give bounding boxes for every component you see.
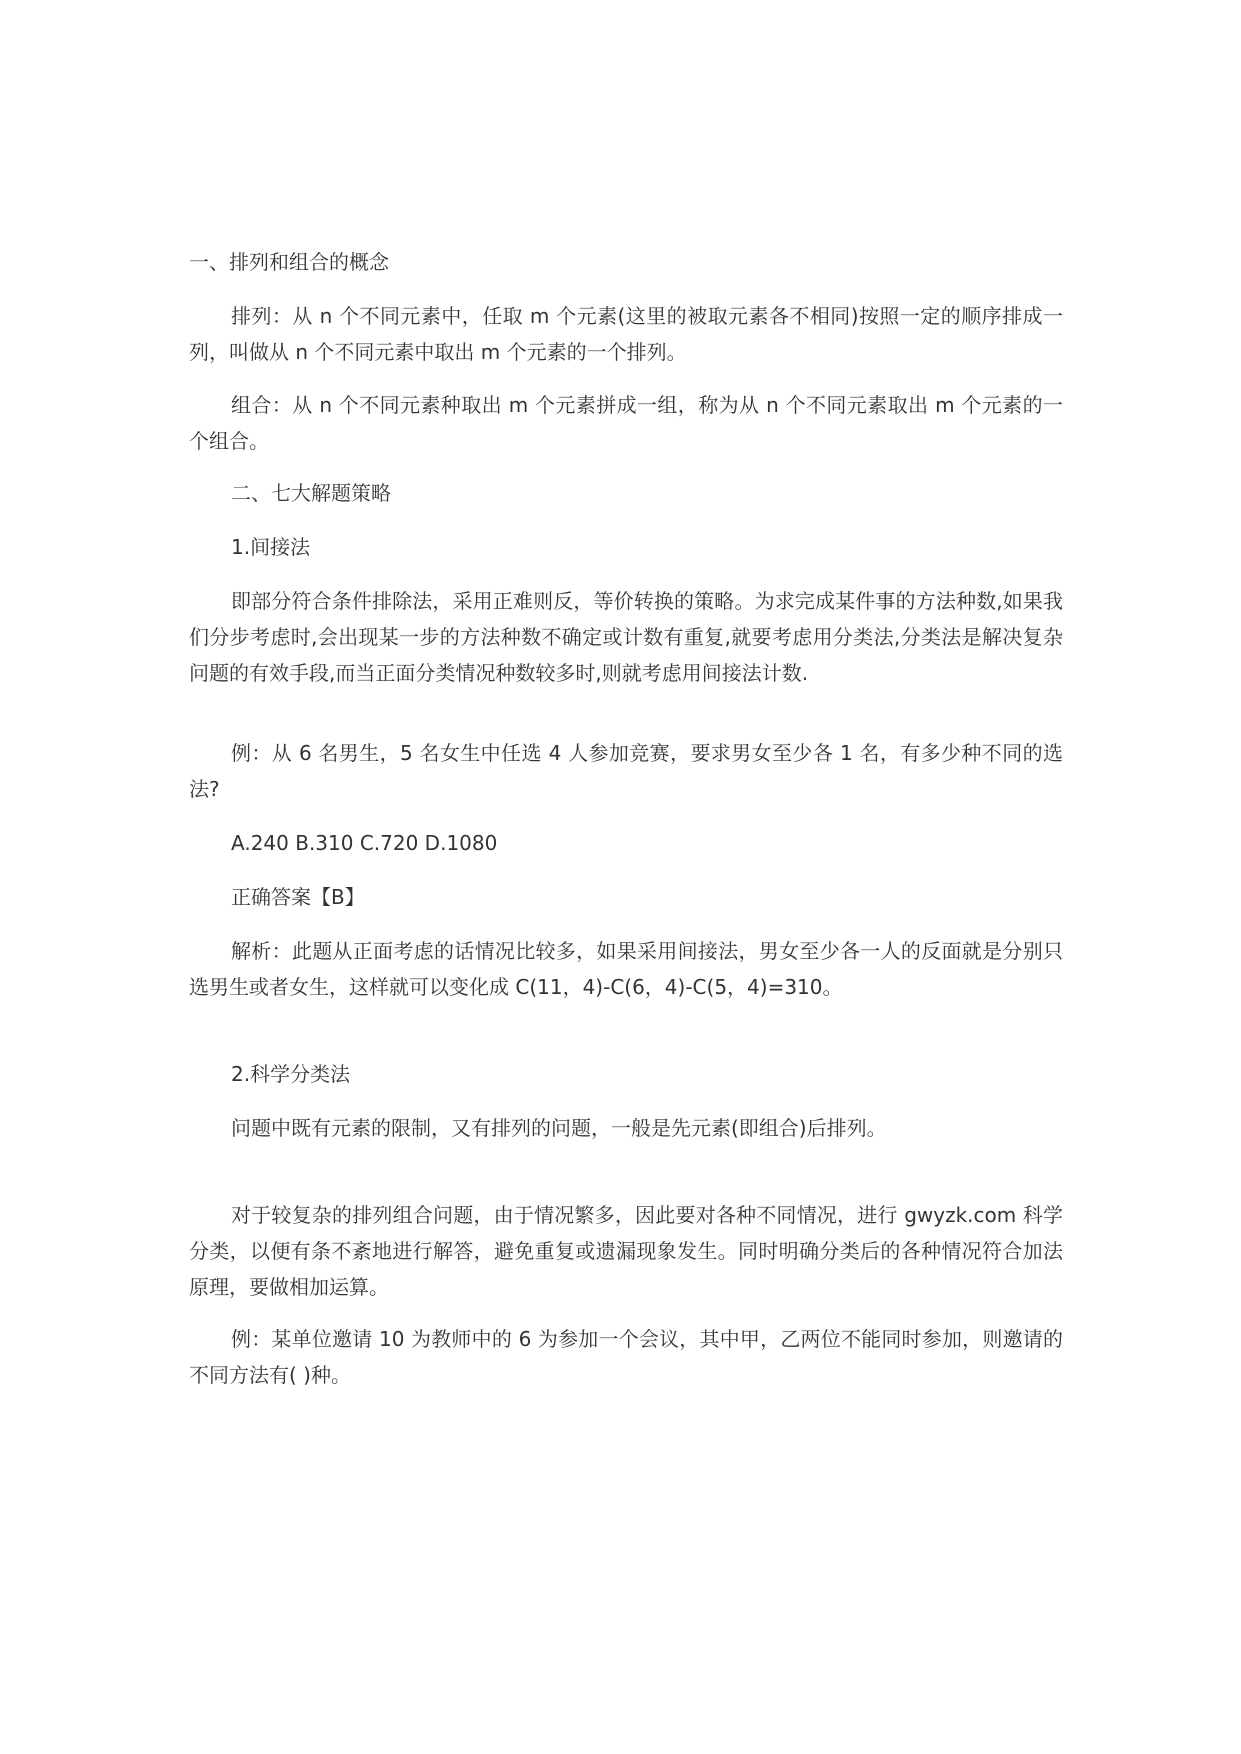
subheading-classification-method: 2.科学分类法 (231, 1062, 351, 1086)
paragraph-permutation-definition: 排列：从 n 个不同元素中，任取 m 个元素(这里的被取元素各不相同)按照一定的顺序排成一列，叫做从 n 个不同元素中取出 m 个元素的一个排列。 (189, 304, 1063, 364)
paragraph-classification-intro: 问题中既有元素的限制，又有排列的问题，一般是先元素(即组合)后排列。 (231, 1116, 887, 1140)
paragraph-answer-1: 正确答案【B】 (231, 885, 365, 909)
paragraph-example-1: 例：从 6 名男生，5 名女生中任选 4 人参加竞赛，要求男女至少各 1 名，有多少种不同的选法? (189, 741, 1063, 801)
paragraph-options-1: A.240 B.310 C.720 D.1080 (231, 831, 498, 855)
section-heading-strategies: 二、七大解题策略 (231, 481, 391, 505)
section-heading-concepts: 一、排列和组合的概念 (189, 250, 389, 274)
paragraph-explanation-1: 解析：此题从正面考虑的话情况比较多，如果采用间接法，男女至少各一人的反面就是分别只选男生或者女生，这样就可以变化成 C(11，4)-C(6，4)-C(5，4)=310。 (189, 939, 1063, 999)
paragraph-example-2: 例：某单位邀请 10 为教师中的 6 为参加一个会议，其中甲，乙两位不能同时参加，则邀请的不同方法有( )种。 (189, 1327, 1063, 1387)
paragraph-indirect-method: 即部分符合条件排除法，采用正难则反，等价转换的策略。为求完成某件事的方法种数,如果我们分步考虑时,会出现某一步的方法种数不确定或计数有重复,就要考虑用分类法,分类法是解决复杂问题的有效手段,而当正面分类情况种数较多时,则就考虑用间接法计数. (189, 589, 1063, 685)
paragraph-classification-detail: 对于较复杂的排列组合问题，由于情况繁多，因此要对各种不同情况，进行 gwyzk.com 科学分类，以便有条不紊地进行解答，避免重复或遗漏现象发生。同时明确分类后的各种情况符合加法原理，要做相加运算。 (189, 1203, 1063, 1299)
paragraph-combination-definition: 组合：从 n 个不同元素种取出 m 个元素拼成一组，称为从 n 个不同元素取出 m 个元素的一个组合。 (189, 393, 1063, 453)
subheading-indirect-method: 1.间接法 (231, 535, 311, 559)
